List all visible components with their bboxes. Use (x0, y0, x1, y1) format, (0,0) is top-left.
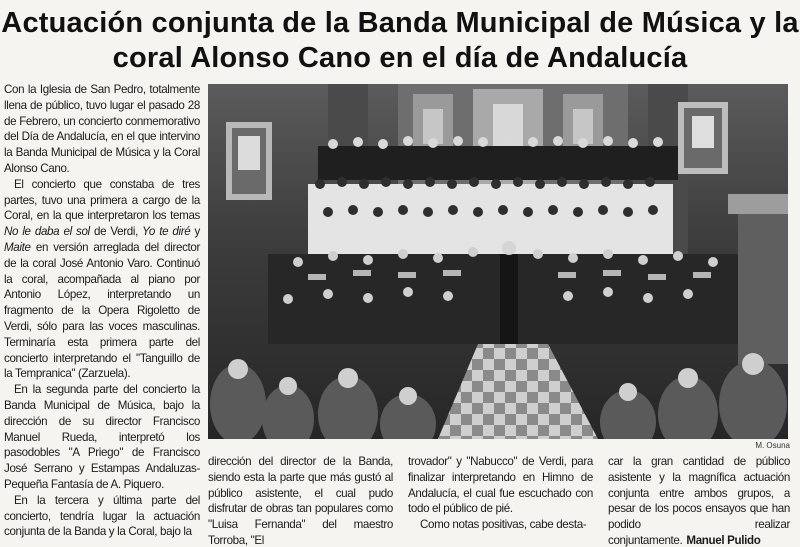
article-headline: Actuación conjunta de la Banda Municipal de Música y la coral Alonso Cano en el día de Andalucía (1, 7, 799, 74)
paragraph-2-text-c: y (190, 225, 200, 239)
bottom-column-3-text (608, 454, 790, 547)
bottom-text-column-2 (408, 454, 593, 533)
paragraph-3: En la segunda parte del concierto la Banda Municipal de Música, bajo la dirección de su director Francisco Manuel Rueda, interpretó los pasodobles "A Priego" de Francisco José Serrano y Estampas Andaluzas-Pequeña Fantasía de A. Piquero. (4, 383, 200, 491)
bottom-text-column-3 (608, 454, 790, 547)
author-byline: Manuel Pulido (686, 533, 761, 547)
bottom-column-3-body: car la gran cantidad de público asistente y la magnífica actuación conjunta entre ambos grupos, a pesar de los pocos ensayos que han podido realizar conjuntamente. (608, 455, 790, 547)
left-text-column (4, 82, 200, 540)
song-title-2: Yo te diré (142, 225, 191, 239)
bottom-column-2-text-a: trovador" y "Nabucco" de Verdi, para finalizar interpretando en Himno de Andalucía, el cual fue escuchado con todo el público de pié. (408, 455, 593, 516)
paragraph-4: En la tercera y última parte del concierto, tendría lugar la actuación conjunta de la Banda y la Coral, bajo la (4, 493, 200, 539)
paragraph-1: Con la Iglesia de San Pedro, totalmente llena de público, tuvo lugar el pasado 28 de Febrero, un concierto conmemorativo del Día de Andalucía, en el que intervino la Banda Municipal de Música y la Coral Alonso Cano. (4, 83, 200, 175)
paragraph-2-text-b: de Verdi, (89, 225, 143, 239)
paragraph-2 (4, 177, 200, 382)
paragraph-2-text-d: en versión arreglada del director de la coral José Antonio Varo. Continuó la coral, acompañada al piano por Antonio López, interpretando un fragmento de la Opera Rigoletto de Verdi, sólo para las voces masculinas. Terminaría esta primera parte del concierto interpretando el "Tanguillo de la Tempranica" (Zarzuela). (4, 240, 200, 381)
song-title-3: Maite (4, 240, 31, 254)
bottom-column-1-text: dirección del director de la Banda, siendo esta la parte que más gustó al público asistente, el cual pudo disfrutar de obras tan populares como "Luisa Fernanda" del maestro Torroba, "El (208, 455, 393, 547)
song-title-1: No le daba el sol (4, 225, 90, 239)
bottom-column-2-text-b: Como notas positivas, cabe desta- (420, 518, 587, 532)
bottom-text-column-1 (208, 454, 393, 547)
paragraph-2-text-a: El concierto que constaba de tres partes, tuvo una primera a cargo de la Coral, en la que interpretaron los temas (4, 177, 200, 223)
concert-photo (208, 84, 788, 439)
photo-credit: M. Osuna (755, 441, 790, 450)
concert-photo-illustration (208, 84, 788, 439)
